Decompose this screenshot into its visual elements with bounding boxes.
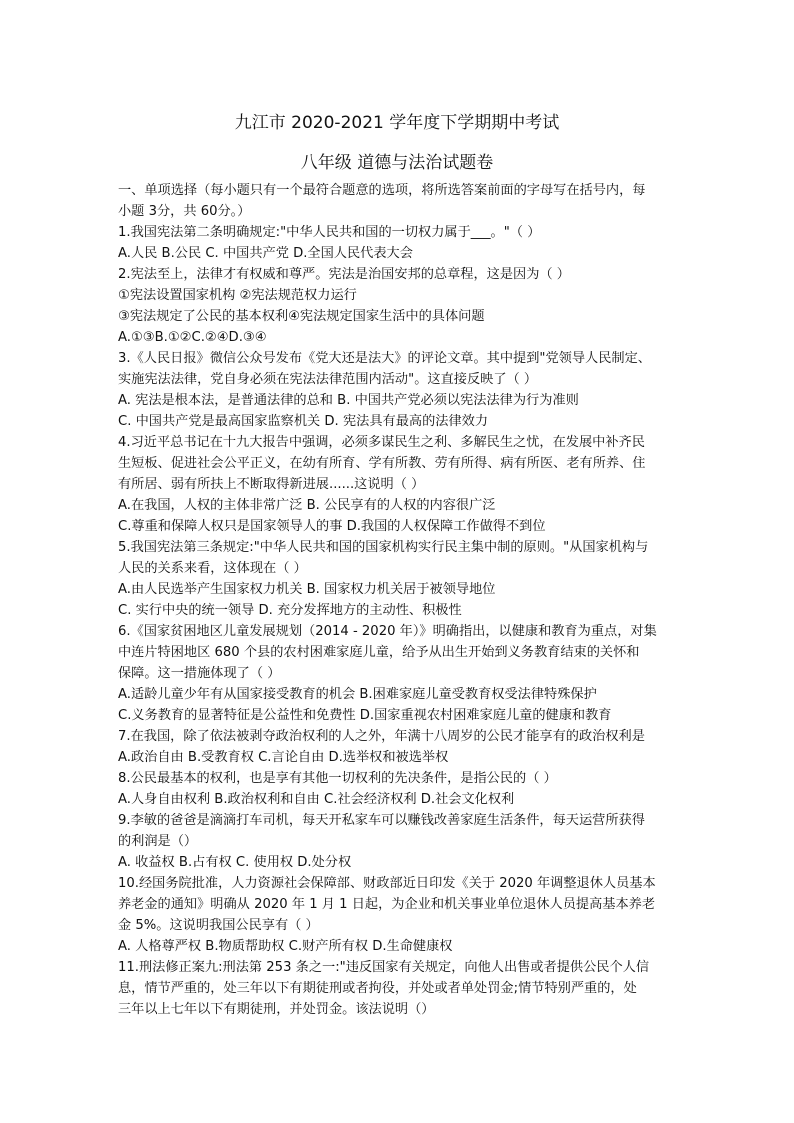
question-body (118, 180, 678, 1020)
text-line: ③宪法规定了公民的基本权利④宪法规定国家生活中的具体问题 (118, 309, 485, 324)
text-line: A.①③B.①②C.②④D.③④ (118, 330, 267, 345)
text-line: C. 实行中央的统一领导 D. 充分发挥地方的主动性、积极性 (118, 603, 462, 618)
text-line: A. 宪法是根本法，是普通法律的总和 B. 中国共产党必须以宪法法律为行为准则 (118, 393, 579, 408)
text-line: C. 中国共产党是最高国家监察机关 D. 宪法具有最高的法律效力 (118, 414, 489, 429)
exam-subtitle: 八年级 道德与法治试题卷 (300, 153, 494, 173)
text-line: 一、单项选择（每小题只有一个最符合题意的选项，将所选答案前面的字母写在括号内，每 (118, 183, 646, 198)
text-line: 有所居、弱有所扶上不断取得新进展......这说明（ ） (118, 477, 425, 492)
text-line: A.适龄儿童少年有从国家接受教育的机会 B.困难家庭儿童受教育权受法律特殊保护 (118, 687, 597, 702)
exam-title: 九江市 2020-2021 学年度下学期期中考试 (234, 113, 560, 133)
text-line: A. 收益权 B.占有权 C. 使用权 D.处分权 (118, 855, 352, 870)
text-line: 5.我国宪法第三条规定:"中华人民共和国的国家机构实行民主集中制的原则。"从国家机构与 (118, 540, 649, 555)
text-line: 3.《人民日报》微信公众号发布《党大还是法大》的评论文章。其中提到"党领导人民制定、 (118, 351, 651, 366)
text-line: 实施宪法法律，党自身必须在宪法法律范围内活动"。这直接反映了（ ） (118, 372, 538, 387)
text-line: 11.刑法修正案九:刑法第 253 条之一:"违反国家有关规定，向他人出售或者提供公民个人信 (118, 960, 650, 975)
text-line: C.尊重和保障人权只是国家领导人的事 D.我国的人权保障工作做得不到位 (118, 519, 546, 534)
text-line: 2.宪法至上，法律才有权威和尊严。宪法是治国安邦的总章程，这是因为（ ） (118, 267, 570, 282)
text-line: ①宪法设置国家机构 ②宪法规范权力运行 (118, 288, 357, 303)
text-line: 三年以上七年以下有期徒刑，并处罚金。该法说明（） (118, 1002, 435, 1017)
text-line: A.在我国，人权的主体非常广泛 B. 公民享有的人权的内容很广泛 (118, 498, 496, 513)
text-line: 人民的关系来看，这体现在（ ） (118, 561, 307, 576)
text-line: 的利润是（） (118, 834, 198, 849)
text-line: A.人身自由权利 B.政治权利和自由 C.社会经济权利 D.社会文化权利 (118, 792, 515, 807)
text-line: A.政治自由 B.受教育权 C.言论自由 D.选举权和被选举权 (118, 750, 449, 765)
text-line: 养老金的通知》明确从 2020 年 1 月 1 日起，为企业和机关事业单位退休人员提高基本养老 (118, 897, 656, 912)
text-line: 6.《国家贫困地区儿童发展规划（2014 - 2020 年）》明确指出，以健康和教育为重点，对集 (118, 624, 657, 639)
text-line: 8.公民最基本的权利，也是享有其他一切权利的先决条件，是指公民的（ ） (118, 771, 557, 786)
text-line: 中连片特困地区 680 个县的农村困难家庭儿童，给予从出生开始到义务教育结束的关怀和 (118, 645, 640, 660)
text-line: 保障。这一措施体现了（ ） (118, 666, 281, 681)
text-line: 1.我国宪法第二条明确规定:"中华人民共和国的一切权力属于___。"（ ） (118, 225, 541, 240)
text-line: C.义务教育的显著特征是公益性和免费性 D.国家重视农村困难家庭儿童的健康和教育 (118, 708, 612, 723)
text-line: 7.在我国，除了依法被剥夺政治权利的人之外，年满十八周岁的公民才能享有的政治权利是 (118, 729, 645, 744)
text-line: 金 5%。这说明我国公民享有（ ） (118, 918, 319, 933)
text-line: 9.李敏的爸爸是滴滴打车司机，每天开私家车可以赚钱改善家庭生活条件，每天运营所获得 (118, 813, 645, 828)
text-line: 10.经国务院批准，人力资源社会保障部、财政部近日印发《关于 2020 年调整退休人员基本 (118, 876, 656, 891)
text-line: 4.习近平总书记在十九大报告中强调，必须多谋民生之利、多解民生之忧，在发展中补齐民 (118, 435, 645, 450)
text-line: A.由人民选举产生国家权力机关 B. 国家权力机关居于被领导地位 (118, 582, 496, 597)
text-line: A.人民 B.公民 C. 中国共产党 D.全国人民代表大会 (118, 246, 413, 261)
text-line: A. 人格尊严权 B.物质帮助权 C.财产所有权 D.生命健康权 (118, 939, 453, 954)
text-line: 生短板、促进社会公平正义，在幼有所育、学有所教、劳有所得、病有所医、老有所养、住 (118, 456, 646, 471)
text-line: 息，情节严重的，处三年以下有期徒刑或者拘役，并处或者单处罚金;情节特别严重的，处 (118, 981, 637, 996)
text-line: 小题 3分，共 60分。） (118, 204, 251, 219)
